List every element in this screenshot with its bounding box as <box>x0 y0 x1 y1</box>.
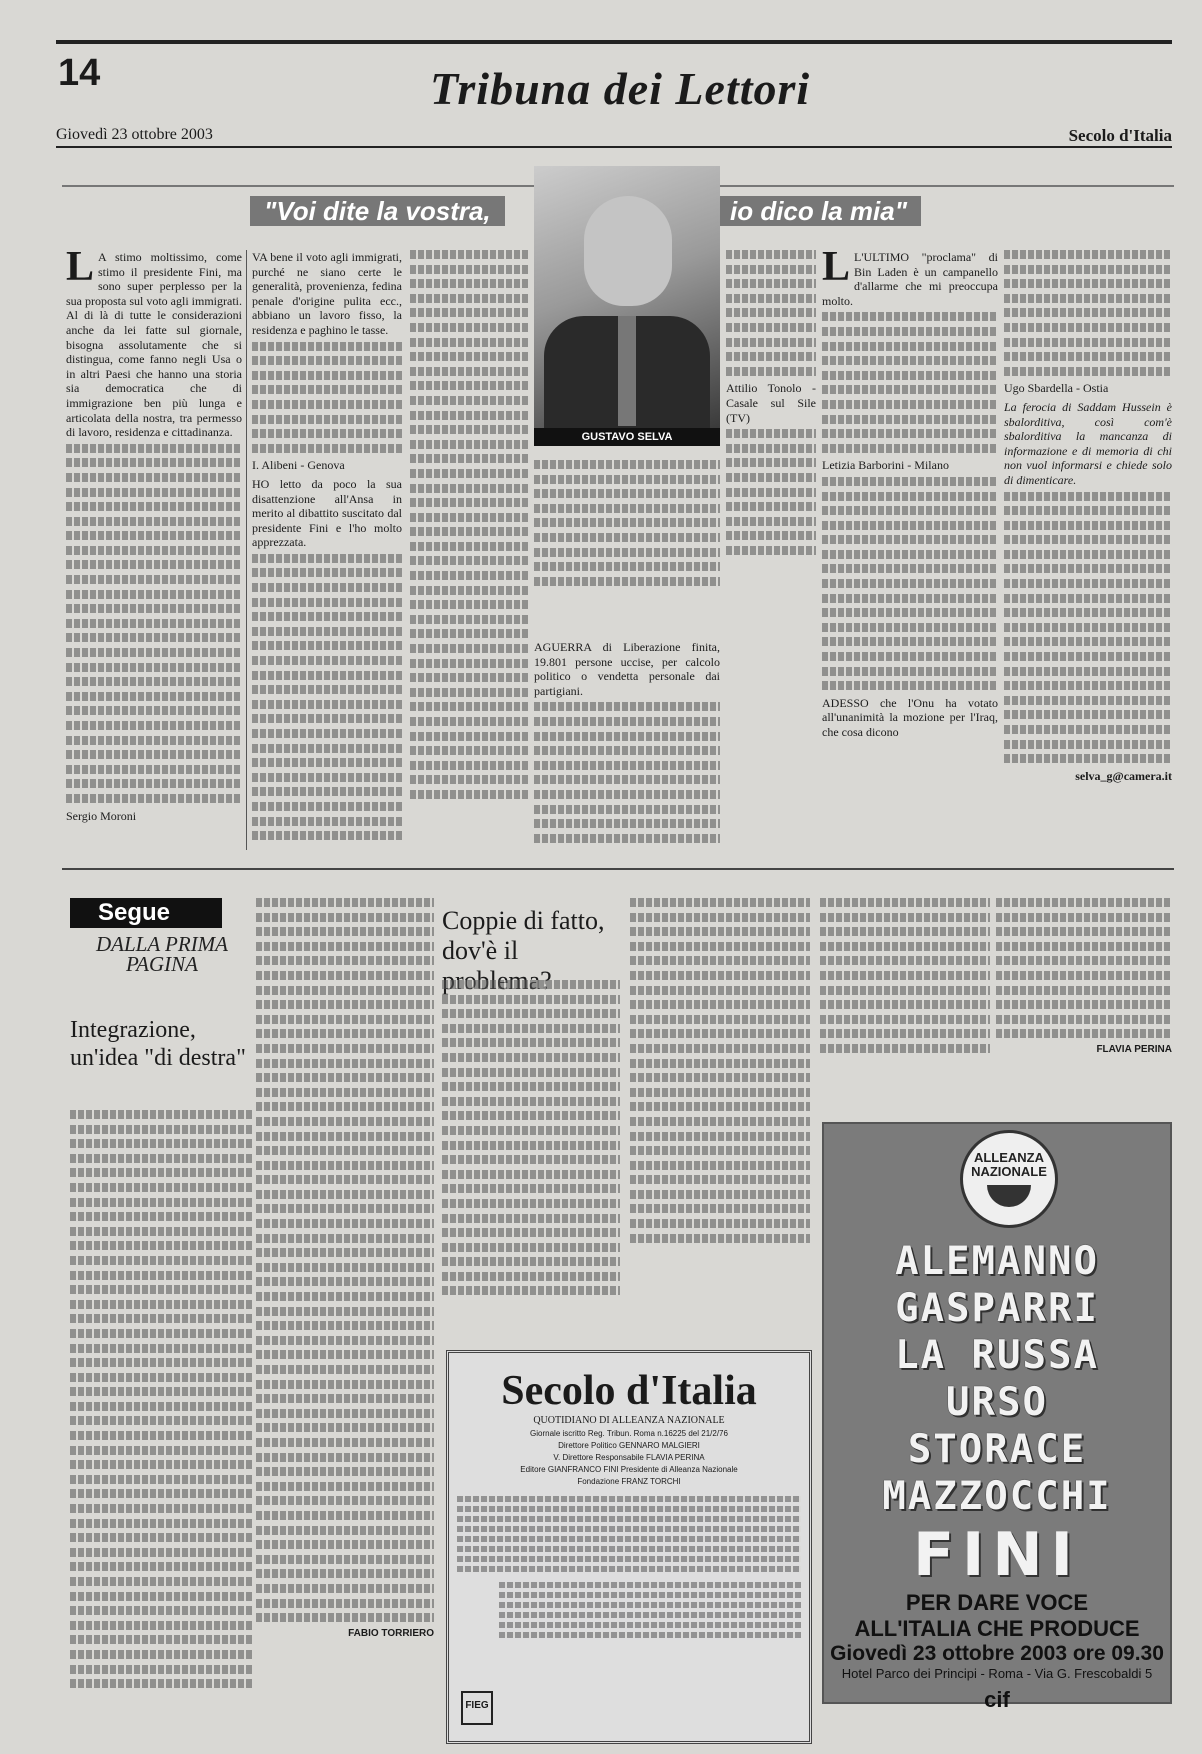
letter-8-text: ADESSO che l'Onu ha votato all'unanimità la mozione per l'Iraq, che cosa dicono <box>822 695 998 739</box>
cif-logo: cif <box>984 1687 1010 1712</box>
reply-column-3 <box>410 250 528 856</box>
issue-date: Giovedì 23 ottobre 2003 <box>56 126 213 143</box>
letter-2-text: VA bene il voto agli immigrati, purché ne siano certe le generalità, provenienza, fedina penale d'origine pulita ecc., abbiano un lavoro fisso, la residenza e paghino le tasse. <box>252 250 402 337</box>
letter-column-4 <box>534 640 720 856</box>
article-headline-integrazione: Integrazione, un'idea "di destra" <box>70 1017 246 1071</box>
colophon-subscriptions <box>499 1582 801 1638</box>
article-author-center: FLAVIA PERINA <box>1096 1043 1172 1055</box>
newspaper-brand: Secolo d'Italia <box>1068 126 1172 145</box>
section-divider <box>62 868 1174 870</box>
article-column-5 <box>820 898 990 1098</box>
letter-4-text: AGUERRA di Liberazione finita, 19.801 persone uccise, per calcolo politico o vendetta personale dai partigiani. <box>534 640 720 698</box>
column-divider <box>246 250 247 850</box>
party-name: ALLEANZA NAZIONALE <box>971 1150 1047 1179</box>
letter-column-1 <box>66 250 242 856</box>
letters-headline-left: "Voi dite la vostra, <box>250 196 505 226</box>
section-title: Tribuna dei Lettori <box>430 63 811 114</box>
speaker-name: MAZZOCCHI <box>882 1474 1112 1519</box>
ad-slogan-2: ALL'ITALIA CHE PRODUCE <box>854 1616 1140 1641</box>
article-headline-coppie: Coppie di fatto, dov'è il <box>442 906 605 965</box>
colophon-responsible-director: V. Direttore Responsabile FLAVIA PERINA <box>553 1453 705 1462</box>
letter-7-reply: La ferocia di Saddam Hussein è sbalorditiva, così com'è sbalorditiva la mancanza di informazione e di memoria di chi non vuol informarsi e chiede solo di dimenticare. <box>1004 399 1172 487</box>
speaker-name: GASPARRI <box>895 1286 1099 1331</box>
article-column-1 <box>70 1110 254 1730</box>
letter-5-signature: Attilio Tonolo - Casale sul Sile (TV) <box>726 381 816 425</box>
party-logo <box>960 1130 1058 1228</box>
editor-email: selva_g@camera.it <box>1075 768 1172 783</box>
speaker-name: URSO <box>946 1380 1048 1425</box>
colophon-subtitle: QUOTIDIANO DI ALLEANZA NAZIONALE <box>533 1415 725 1426</box>
speaker-name: ALEMANNO <box>895 1239 1099 1284</box>
page-number: 14 <box>58 52 101 94</box>
event-venue: Hotel Parco dei Principi - Roma - Via G. Frescobaldi 5 <box>841 1666 1153 1681</box>
reply-column-4 <box>534 460 720 630</box>
author-photo <box>534 166 720 428</box>
colophon-box <box>446 1350 812 1744</box>
segue-subtitle: DALLA PRIMA PAGINA <box>95 932 229 976</box>
segue-label: Segue <box>70 898 222 928</box>
letter-column-2 <box>252 250 402 856</box>
fieg-logo: FIEG <box>461 1691 493 1725</box>
event-date: Giovedì 23 ottobre 2003 ore 09.30 <box>830 1642 1164 1665</box>
colophon-registration: Giornale iscritto Reg. Tribun. Roma n.16225 del 21/2/76 <box>530 1429 728 1438</box>
event-advertisement <box>822 1122 1172 1712</box>
letter-1-text: L A stimo moltissimo, come stimo il presidente Fini, ma sono super perplesso per la sua proposta sul voto agli immigrati. Al di là di tutte le considerazioni anche da lei fatte sul giornale, bisogna assolutamente che si distingua, come fanno negli Usa o in altri Paesi che hanno una storia sia democratica che di immigrazione ben più lunga e articolata della nostra, tra permesso di lavoro, residenza e cittadinanza. <box>66 250 242 440</box>
ad-slogan-1: PER DARE VOCE <box>905 1590 1089 1615</box>
letter-1-signature: Sergio Moroni <box>66 808 137 823</box>
article-column-6 <box>996 898 1172 1098</box>
speaker-name: STORACE <box>907 1427 1087 1472</box>
letters-headline-right: io dico la mia" <box>716 196 921 226</box>
article-author-left: FABIO TORRIERO <box>348 1627 434 1639</box>
headline-speaker: FINI <box>913 1520 1081 1590</box>
letter-7-signature: Ugo Sbardella - Ostia <box>1004 381 1109 396</box>
letter-6-text: L L'ULTIMO "proclama" di Bin Laden è un campanello d'allarme che mi preoccupa molto. <box>822 250 998 308</box>
letter-2-signature: I. Alibeni - Genova <box>252 458 345 473</box>
colophon-logo: Secolo d'Italia <box>501 1368 757 1414</box>
letter-3-text: HO letto da poco la sua disattenzione all'Ansa in merito al dibattito suscitato dal presidente Fini e l'ho molto apprezzata. <box>252 476 402 550</box>
colophon-foundation: Fondazione FRANZ TORCHI <box>577 1477 681 1486</box>
article-column-2 <box>256 898 434 1728</box>
top-rule <box>56 40 1172 44</box>
colophon-publisher: Editore GIANFRANCO FINI Presidente di Alleanza Nazionale <box>520 1465 738 1474</box>
letter-column-5 <box>726 250 816 856</box>
flame-icon <box>987 1185 1031 1207</box>
letter-column-6 <box>822 250 998 856</box>
colophon-details <box>457 1496 801 1572</box>
colophon-political-director: Direttore Politico GENNARO MALGIERI <box>558 1441 700 1450</box>
speaker-name: LA RUSSA <box>895 1333 1099 1378</box>
speakers-list <box>824 1238 1170 1713</box>
letter-column-7 <box>1004 250 1172 856</box>
article-column-3 <box>442 980 620 1330</box>
letter-6-signature: Letizia Barborini - Milano <box>822 458 949 473</box>
photo-caption: GUSTAVO SELVA <box>534 428 720 446</box>
article-column-4 <box>630 898 810 1328</box>
header-rule <box>56 146 1172 148</box>
